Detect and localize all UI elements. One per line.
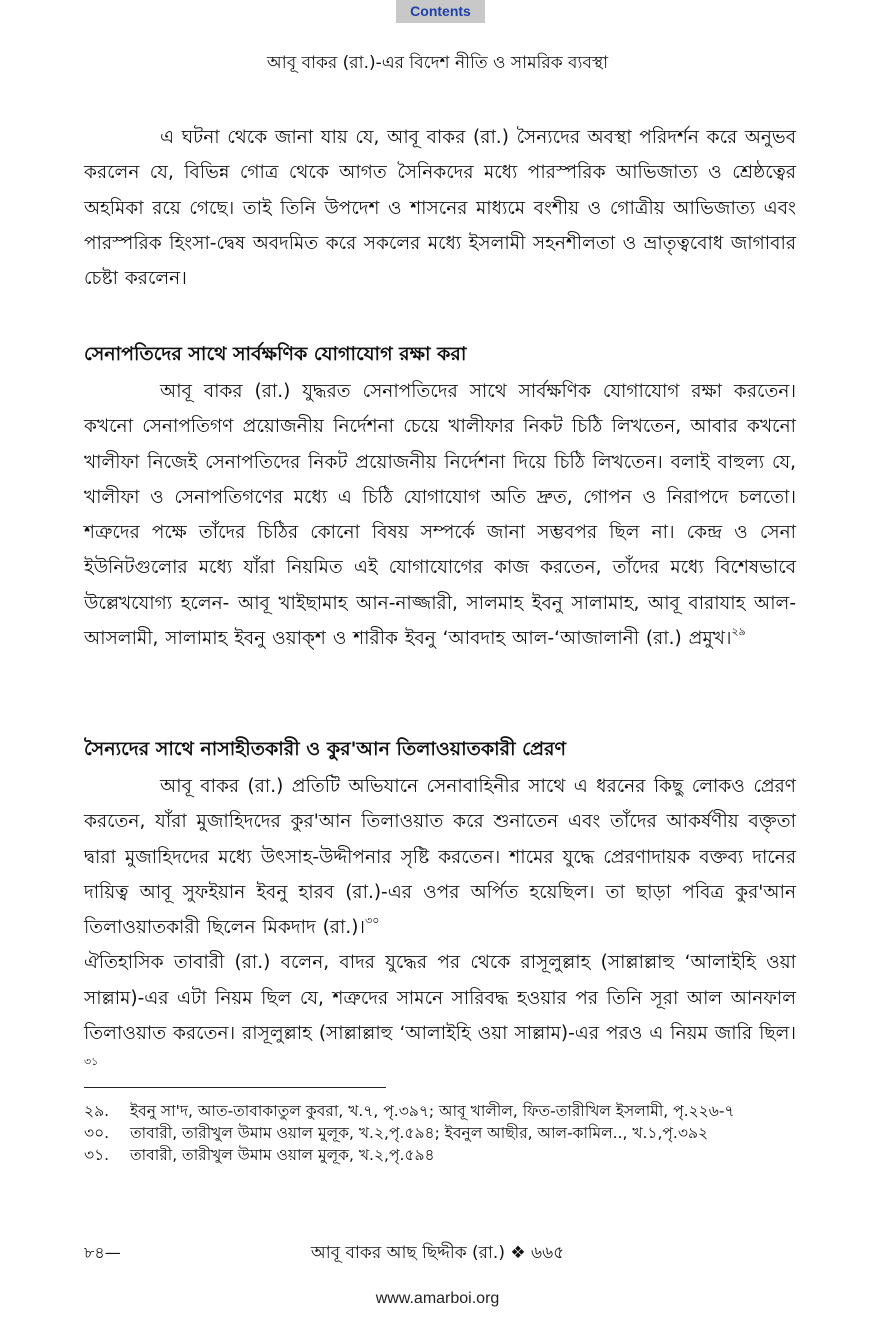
footnote-ref[interactable]: ২৯ [731,625,746,639]
footnote-item [84,1122,796,1144]
footnote-number: ৩০. [84,1124,110,1142]
running-head: আবূ বাকর (রা.)-এর বিদেশ নীতি ও সামরিক ব্যবস্থা [266,53,609,73]
paragraph-communication [84,374,796,656]
page-number: ৮৪— [84,1243,121,1262]
footnote-item [84,1100,796,1122]
paragraph-reciters [84,769,796,1087]
footnote-text: তাবারী, তারীখুল উমাম ওয়াল মুলূক, খ.২,পৃ.৫৯৪; ইবনুল আছীর, আল-কামিল.., খ.১,পৃ.৩৯২ [130,1124,709,1142]
paragraph-text: আবূ বাকর (রা.) যুদ্ধরত সেনাপতিদের সাথে সার্বক্ষণিক যোগাযোগ রক্ষা করতেন। কখনো সেনাপতিগণ প্রয়োজনীয় নির্দেশনা চেয়ে খালীফার নিকট চিঠি লিখতেন, আবার কখনো খালীফা নিজেই সেনাপতিদের নিকট প্রয়োজনীয় নির্দেশনা দিয়ে চিঠি লিখতেন। বলাই বাহুল্য যে, খালীফা ও সেনাপতিগণের মধ্যে এ চিঠি যোগাযোগ অতি দ্রুত, গোপন ও নিরাপদে চলতো। শত্রুদের পক্ষে তাঁদের চিঠির কোনো বিষয় সম্পর্কে জানা সম্ভবপর ছিল না। কেন্দ্র ও সেনা ইউনিটগুলোর মধ্যে যাঁরা নিয়মিত এই যোগাযোগের কাজ করতেন, তাঁদের মধ্যে বিশেষভাবে উল্লেখযোগ্য হলেন- আবূ খাইছামাহ আন-নাজ্জারী, সালমাহ ইবনু সালামাহ, আবূ বারাযাহ আল-আসলামী, সালামাহ ইবনু ওয়াক্‌শ ও শারীক ইবনু ‘আবদাহ আল-‘আজালানী (রা.) প্রমুখ। [84,381,796,650]
footnote-ref[interactable]: ৩১ [84,1055,99,1069]
contents-button[interactable]: Contents [396,0,485,23]
footnote-ref[interactable]: ৩০ [365,914,380,928]
footnote-text: ইবনু সা'দ, আত-তাবাকাতুল কুবরা, খ.৭, পৃ.৩৯৭; আবূ খালীল, ফিত-তারীখিল ইসলামী, পৃ.২২৬-৭ [130,1102,735,1120]
footnote-number: ৩১. [84,1146,110,1164]
paragraph-text-continued: ঐতিহাসিক তাবারী (রা.) বলেন, বাদর যুদ্ধের পর থেকে রাসূলুল্লাহ (সাল্লাল্লাহু ‘আলাইহি ওয়া সাল্লাম)-এর এটা নিয়ম ছিল যে, শত্রুদের সামনে সারিবদ্ধ হওয়ার পর তিনি সূরা আল আনফাল তিলাওয়াত করতেন। রাসূলুল্লাহ (সাল্লাল্লাহু ‘আলাইহি ওয়া সাল্লাম)-এর পরও এ নিয়ম জারি ছিল। [84,952,796,1045]
footnote-item [84,1144,796,1166]
footnotes [84,1100,796,1166]
section-heading-reciters: সৈন্যদের সাথে নাসাহীতকারী ও কুর'আন তিলাওয়াতকারী প্রেরণ [84,738,566,760]
paragraph-text: আবূ বাকর (রা.) প্রতিটি অভিযানে সেনাবাহিনীর সাথে এ ধরনের কিছু লোকও প্রেরণ করতেন, যাঁরা মুজাহিদদের কুর'আন তিলাওয়াত করে শুনাতেন এবং তাঁদের আকর্ষণীয় বক্তৃতা দ্বারা মুজাহিদদের মধ্যে উৎসাহ-উদ্দীপনার সৃষ্টি করতেন। শামের যুদ্ধে প্রেরণাদায়ক বক্তব্য দানের দায়িত্ব আবূ সুফইয়ান ইবনু হারব (রা.)-এর ওপর অর্পিত হয়েছিল। তা ছাড়া পবিত্র কুর'আন তিলাওয়াতকারী ছিলেন মিকদাদ (রা.)। [84,776,796,939]
paragraph-text: এ ঘটনা থেকে জানা যায় যে, আবূ বাকর (রা.) সৈন্যদের অবস্থা পরিদর্শন করে অনুভব করলেন যে, বিভিন্ন গোত্র থেকে আগত সৈনিকদের মধ্যে পারস্পরিক আভিজাত্য ও শ্রেষ্ঠত্বের অহমিকা রয়ে গেছে। তাই তিনি উপদেশ ও শাসনের মাধ্যমে বংশীয় ও গোত্রীয় আভিজাত্য এবং পারস্পরিক হিংসা-দ্বেষ অবদমিত করে সকলের মধ্যে ইসলামী সহনশীলতা ও ভ্রাতৃত্ববোধ জাগাবার চেষ্টা করলেন। [84,127,796,290]
footnote-text: তাবারী, তারীখুল উমাম ওয়াল মুলূক, খ.২,পৃ.৫৯৪ [130,1146,435,1164]
footnote-divider [84,1087,386,1088]
footnote-number: ২৯. [84,1102,110,1120]
website-link[interactable]: www.amarboi.org [375,1290,500,1307]
book-title-footer: আবূ বাকর আছ ছিদ্দীক (রা.) ❖ ৬৬৫ [310,1243,565,1263]
section-heading-communication: সেনাপতিদের সাথে সার্বক্ষণিক যোগাযোগ রক্ষা করা [84,343,467,365]
paragraph-intro [84,120,796,296]
